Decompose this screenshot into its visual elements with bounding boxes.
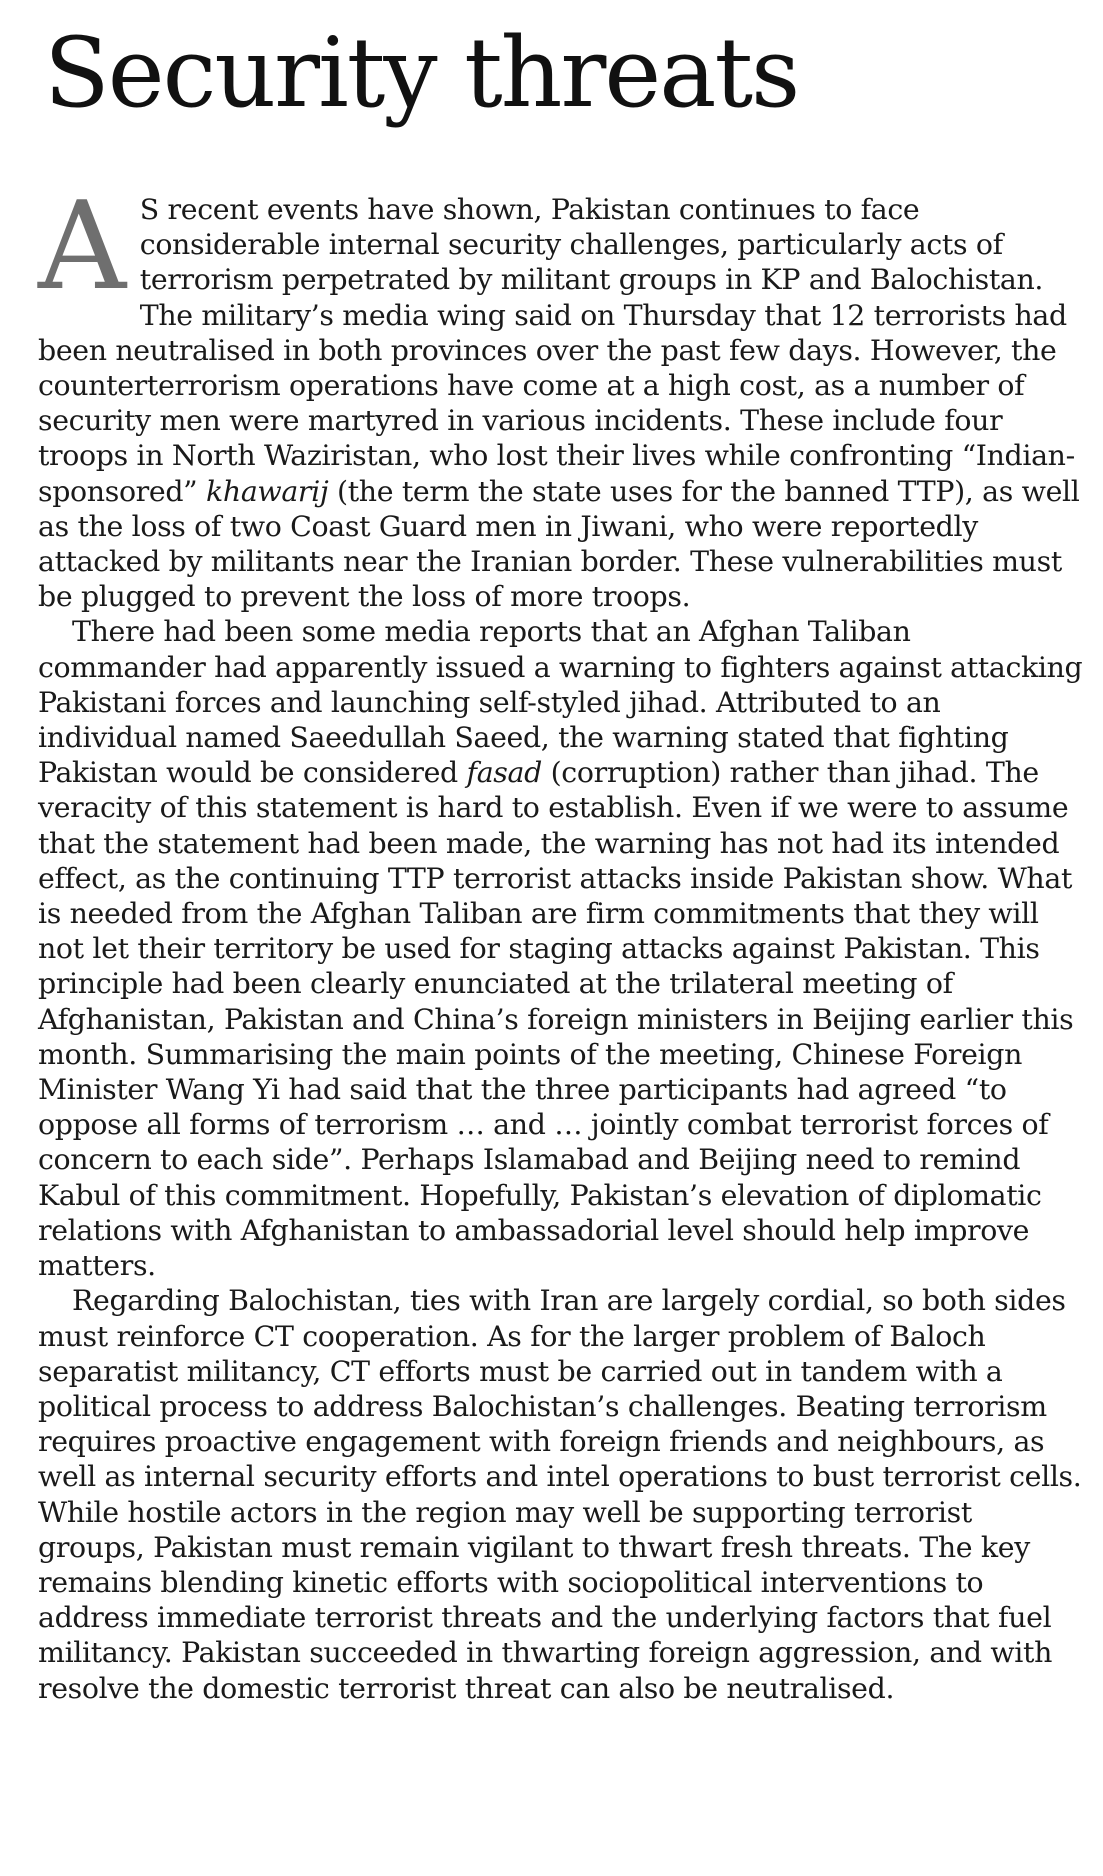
paragraph-3-text: Regarding Balochistan, ties with Iran are largely cordial, so both sides must reinforce CT cooperation. As for the larger problem of Baloch separatist militancy, CT efforts must be carried out in tandem with a political process to address Balochistan’s challenges. Beating terrorism requires proactive engagement with foreign friends and neighbours, as well as internal security efforts and intel operations to bust terrorist cells. While hostile actors in the region may well be supporting terrorist groups, Pakistan must remain vigilant to thwart fresh threats. The key remains blending kinetic efforts with sociopolitical interventions to address immediate terrorist threats and the underlying factors that fuel militancy. Pakistan succeeded in thwarting foreign aggression, and with resolve the domestic terrorist threat can also be neutralised. — [38, 1284, 1082, 1705]
paragraph-2-text-b: (corruption) rather than jihad. The veracity of this statement is hard to establish. Even if we were to assume that the statement had been made, the warning has not had its intended effect, as the continuing TTP terrorist attacks inside Pakistan show. What is needed from the Afghan Taliban are firm commitments that they will not let their territory be used for staging attacks against Pakistan. This principle had been clearly enunciated at the trilateral meeting of Afghanistan, Pakistan and China’s foreign ministers in Beijing earlier this month. Summarising the main points of the meeting, Chinese Foreign Minister Wang Yi had said that the three participants had agreed “to oppose all forms of terrorism … and … jointly combat terrorist forces of concern to each side”. Perhaps Islamabad and Beijing need to remind Kabul of this commitment. Hopefully, Pakistan’s elevation of diplomatic relations with Afghanistan to ambassadorial level should help improve matters. — [38, 756, 1074, 1283]
paragraph-1 — [38, 175, 1083, 614]
drop-cap: A — [38, 175, 126, 317]
paragraph-3 — [38, 1283, 1083, 1705]
paragraph-1-text-a: S recent events have shown, Pakistan continues to face considerable internal security challenges, particularly acts of terrorism perpetrated by militant groups in KP and Balochistan. The military’s media wing said on Thursday that 12 terrorists had been neutralised in both provinces over the past few days. However, the counterterrorism operations have come at a high cost, as a number of security men were martyred in various incidents. These include four troops in North Waziristan, who lost their lives while confronting “Indian-sponsored” — [38, 193, 1075, 508]
article-body — [38, 175, 1083, 1706]
editorial-article — [38, 0, 1083, 1706]
paragraph-2-text-a: There had been some media reports that an Afghan Taliban commander had apparently issued a warning to fighters against attacking Pakistani forces and launching self-styled jihad. Attributed to an individual named Saeedullah Saeed, the warning stated that fighting Pakistan would be considered — [38, 615, 1083, 790]
paragraph-2-italic-term: fasad — [466, 756, 542, 790]
paragraph-1-text-b: (the term the state uses for the banned TTP), as well as the loss of two Coast Guard men in Jiwani, who were reportedly attacked by militants near the Iranian border. These vulnerabilities must be plugged to prevent the loss of more troops. — [38, 474, 1080, 614]
headline: Security threats — [44, 17, 799, 129]
paragraph-1-italic-term: khawarij — [206, 474, 329, 508]
paragraph-2 — [38, 614, 1083, 1283]
